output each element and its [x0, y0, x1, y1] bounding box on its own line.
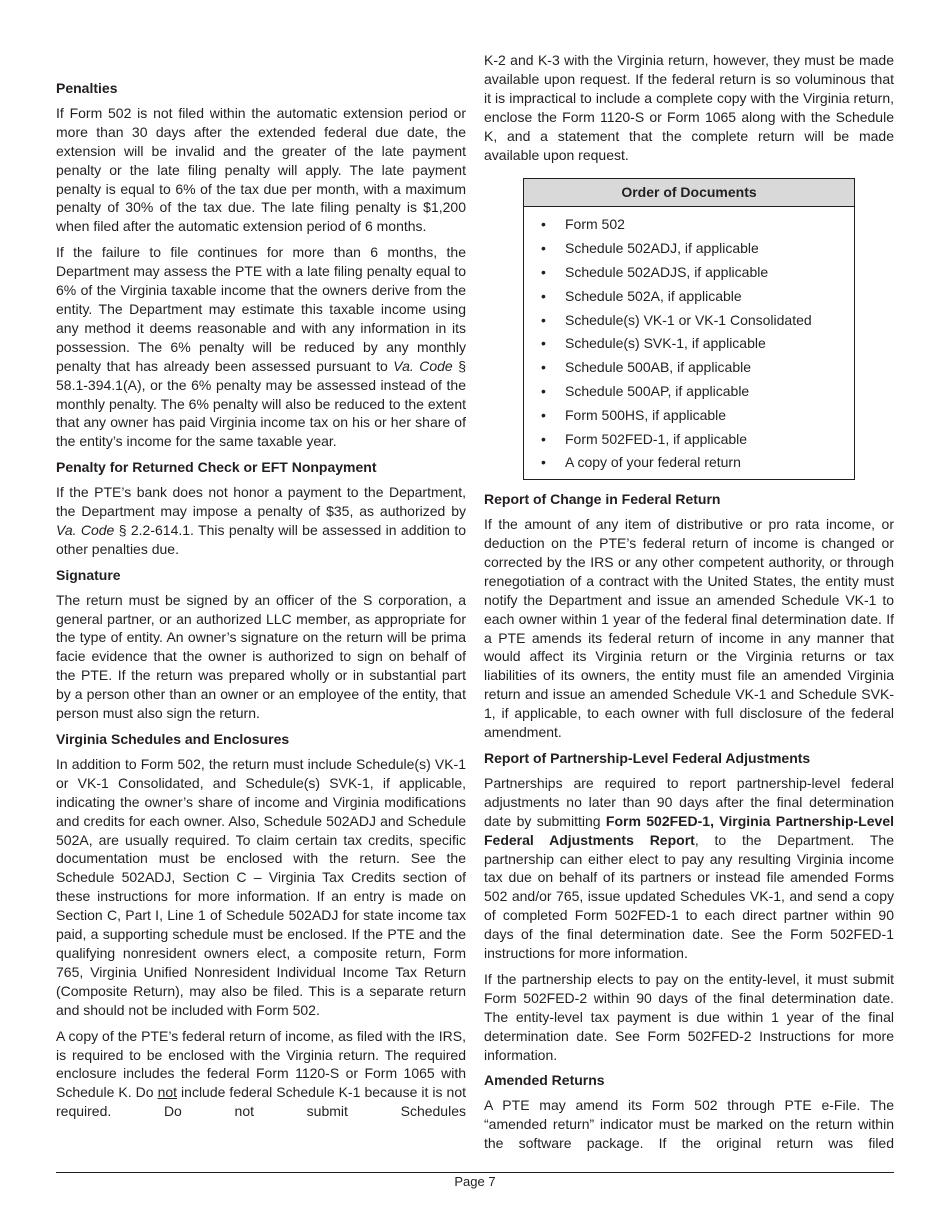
heading-signature: Signature	[56, 566, 121, 583]
list-item	[524, 309, 854, 333]
item-label: A copy of your federal return	[565, 454, 741, 471]
bullet-icon: •	[541, 406, 546, 423]
order-of-documents-list	[524, 207, 854, 479]
bullet-icon: •	[541, 287, 546, 304]
heading-returned-check: Penalty for Returned Check or EFT Nonpayment	[56, 459, 377, 476]
item-label: Schedule(s) VK-1 or VK-1 Consolidated	[565, 311, 812, 328]
text: § 2.2-614.1. This penalty will be assessed in addition to other penalties due.	[56, 521, 467, 557]
report-of-change-paragraph: If the amount of any item of distributive or pro rata income, or deduction on the PTE’s federal return of income is changed or corrected by the IRS or any other competent authority, or through renegotiation of a contract with the United States, the entity must notify the Department and issue an amended Schedule VK-1 to each owner within 1 year of the federal final determination date. If a PTE amends its federal return of income in any manner that would affect its Virginia return or the Virginia returns or tax liabilities of its owners, the entity must file an amended Virginia return and issue an amended Schedule VK-1 and Schedule SVK-1, if applicable, to each owner with full disclosure of the federal amendment.	[484, 516, 894, 741]
text: A copy of the PTE’s federal return of income, as filed with the IRS, is required to be enclosed with the Virginia return. The required enclosure includes the federal Form 1120-S or Form 1065 with Schedule K. Do	[56, 1027, 466, 1101]
bullet-icon: •	[541, 430, 546, 447]
partnership-paragraph-1	[484, 774, 894, 963]
left-column	[56, 79, 466, 1121]
item-label: Schedule 500AB, if applicable	[565, 359, 752, 376]
item-label: Schedule 502A, if applicable	[565, 287, 742, 304]
item-label: Schedule 502ADJ, if applicable	[565, 240, 759, 257]
item-label: Form 502FED-1, if applicable	[565, 430, 748, 447]
schedules-paragraph-1: In addition to Form 502, the return must include Schedule(s) VK-1 or VK-1 Consolidated, and Schedule(s) SVK-1, if applicable, indicating the owner’s share of income and Virginia modifications and credits for each owner. Also, Schedule 502ADJ and Schedule 502A, are usually required. To claim certain tax credits, specific documentation must be enclosed with the return. See the Schedule 502ADJ, Section C – Virginia Tax Credits section of these instructions for more information. If an entry is made on Section C, Part I, Line 1 of Schedule 502ADJ for state income tax paid, a supporting schedule must be enclosed. If the PTE and the qualifying nonresident owners elect, a composite return, Form 765, Virginia Unified Nonresident Individual Income Tax Return (Composite Return), may also be filed. This is a separate return and should not be included with Form 502.	[56, 755, 466, 1018]
item-label: Schedule(s) SVK-1, if applicable	[565, 335, 766, 352]
item-label: Schedule 502ADJS, if applicable	[565, 264, 769, 281]
text: Partnerships are required to report partnership-level federal adjustments no later than 90 days after the final determination date by submitting	[484, 774, 894, 829]
bullet-icon: •	[541, 383, 546, 400]
bullet-icon: •	[541, 335, 546, 352]
code-citation: Va. Code	[393, 357, 453, 374]
schedules-paragraph-2	[56, 1027, 466, 1122]
right-column	[484, 51, 894, 1153]
partnership-paragraph-2: If the partnership elects to pay on the entity-level, it must submit Form 502FED-2 within 90 days of the final determination date. The entity-level tax payment is due within 1 year of the final determination date. See Form 502FED-2 Instructions for more information.	[484, 970, 894, 1063]
emphasis-not: not	[157, 1084, 178, 1101]
list-item	[524, 213, 854, 237]
bullet-icon: •	[541, 311, 546, 328]
list-item	[524, 380, 854, 404]
text: § 58.1-394.1(A), or the 6% penalty may be assessed instead of the monthly penalty. The 6% penalty will also be reduced to the extent that any owner has paid Virginia income tax on his or her share of the entity’s income for the same taxable year.	[56, 357, 466, 450]
heading-report-of-change: Report of Change in Federal Return	[484, 491, 721, 508]
heading-penalties: Penalties	[56, 80, 118, 96]
item-label: Form 502	[565, 216, 625, 233]
bullet-icon: •	[541, 454, 546, 471]
list-item	[524, 332, 854, 356]
heading-schedules: Virginia Schedules and Enclosures	[56, 731, 290, 747]
order-of-documents-title: Order of Documents	[524, 179, 854, 207]
signature-paragraph: The return must be signed by an officer of the S corporation, a general partner, or an authorized LLC member, as appropriate for the type of entity. An owner’s signature on the return will be prima facie evidence that the owner is authorized to sign on behalf of the PTE. If the return was prepared wholly or in substantial part by a person other than an owner or an employee of the entity, that person must also sign the return.	[56, 591, 466, 722]
bullet-icon: •	[541, 359, 546, 376]
list-item	[524, 237, 854, 261]
bullet-icon: •	[541, 216, 546, 233]
list-item	[524, 261, 854, 285]
heading-partnership-adjustments: Report of Partnership-Level Federal Adjustments	[484, 749, 811, 766]
penalties-paragraph-1: If Form 502 is not filed within the automatic extension period or more than 30 days after the extended federal due date, the extension will be invalid and the greater of the late payment penalty or the late filing penalty will apply. The late payment penalty is equal to 6% of the tax due per month, with a maximum penalty of 30% of the tax due. The late filing penalty is $1,200 when filed after the automatic extension period of 6 months.	[56, 104, 466, 235]
bullet-icon: •	[541, 240, 546, 257]
item-label: Form 500HS, if applicable	[565, 406, 727, 423]
page-number: Page 7	[454, 1174, 496, 1189]
returned-check-paragraph	[56, 483, 466, 559]
list-item	[524, 404, 854, 428]
amended-returns-paragraph: A PTE may amend its Form 502 through PTE e-File. The “amended return” indicator must be marked on the return within the software package. If the original return was filed	[484, 1097, 894, 1152]
code-citation: Va. Code	[56, 521, 115, 538]
list-item	[524, 451, 854, 475]
text: include federal Schedule K-1 because it is not required. Do not submit Schedules	[56, 1084, 466, 1120]
schedules-paragraph-2-continued: K-2 and K-3 with the Virginia return, however, they must be made available upon request. If the federal return is so voluminous that it is impractical to include a complete copy with the Virginia return, enclose the Form 1120-S or Form 1065 along with the Schedule K, and a statement that the complete return will be made available upon request.	[484, 52, 894, 163]
penalties-paragraph-2	[56, 243, 466, 451]
form-title-bold: Form 502FED-1, Virginia Partnership-Level Federal Adjustments Report	[484, 812, 895, 848]
bullet-icon: •	[541, 264, 546, 281]
list-item	[524, 285, 854, 309]
list-item	[524, 428, 854, 452]
text: If the failure to file continues for more than 6 months, the Department may assess the PTE with a late filing penalty equal to 6% of the Virginia taxable income that the owners derive from the entity. The Department may estimate this taxable income using any method it deems reasonable and with any information in its possession. The 6% penalty will be reduced by any monthly penalty that has already been assessed pursuant to	[56, 244, 466, 374]
text: , to the Department. The partnership can either elect to pay any resulting Virginia income tax due on behalf of its partners or instead file amended Forms 502 and/or 765, issue updated Schedules VK-1, and send a copy of completed Form 502FED-1 to each direct partner within 90 days of the final determination date. See the Form 502FED-1 instructions for more information.	[484, 831, 894, 962]
item-label: Schedule 500AP, if applicable	[565, 383, 750, 400]
text: If the PTE’s bank does not honor a payment to the Department, the Department may impose a penalty of $35, as authorized by	[56, 484, 466, 520]
order-of-documents-box	[523, 178, 855, 480]
list-item	[524, 356, 854, 380]
heading-amended-returns: Amended Returns	[484, 1072, 605, 1089]
